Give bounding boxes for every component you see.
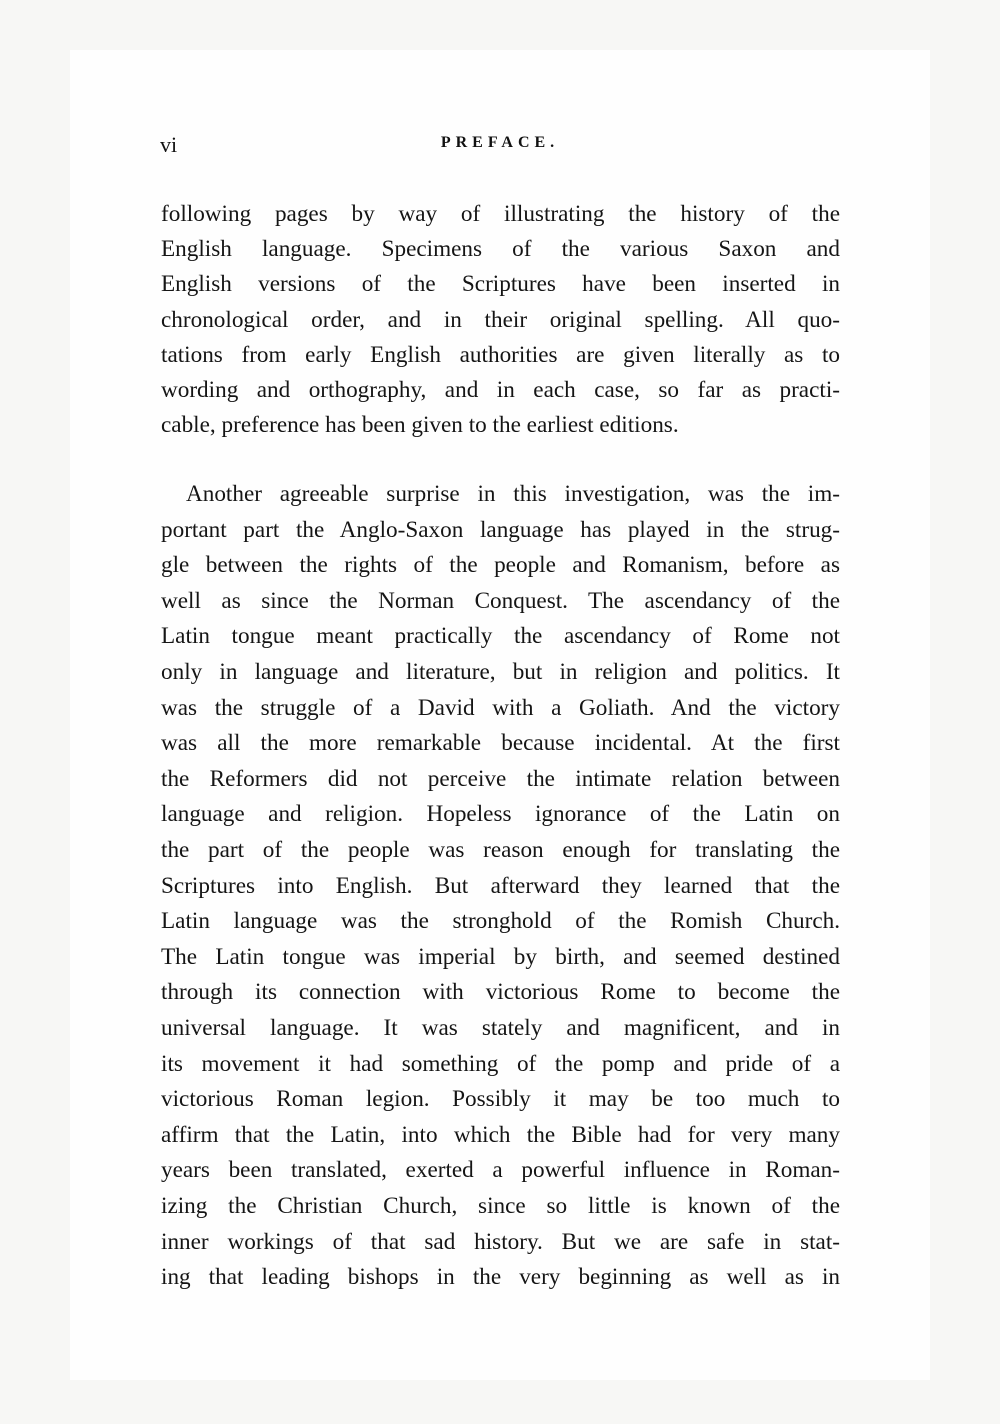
- text-line: the part of the people was reason enough for translating the: [161, 837, 840, 863]
- text-line: The Latin tongue was imperial by birth, and seemed destined: [161, 943, 840, 970]
- text-line: ing that leading bishops in the very beginning as well as in: [161, 1264, 840, 1291]
- text-line: affirm that the Latin, into which the Bible had for very many: [161, 1121, 840, 1148]
- text-line: tations from early English authorities are given literally as to: [161, 341, 840, 368]
- text-line: victorious Roman legion. Possibly it may be too much to: [161, 1086, 840, 1113]
- text-line: portant part the Anglo-Saxon language has played in the strug-: [161, 516, 840, 543]
- text-line: only in language and literature, but in religion and politics. It: [161, 659, 840, 685]
- text-line: Scriptures into English. But afterward they learned that the: [161, 872, 840, 899]
- text-line: the Reformers did not perceive the intimate relation between: [161, 765, 840, 792]
- text-line: cable, preference has been given to the earliest editions.: [161, 412, 679, 439]
- text-line: Latin language was the stronghold of the Romish Church.: [161, 908, 840, 935]
- text-line: years been translated, exerted a powerful influence in Roman-: [161, 1157, 840, 1184]
- text-line: English language. Specimens of the various Saxon and: [161, 236, 840, 263]
- text-line: well as since the Norman Conquest. The ascendancy of the: [161, 587, 840, 614]
- text-line: gle between the rights of the people and Romanism, before as: [161, 552, 840, 579]
- text-line: Latin tongue meant practically the ascendancy of Rome not: [161, 623, 840, 650]
- running-header: PREFACE.: [440, 134, 560, 151]
- text-line: izing the Christian Church, since so little is known of the: [161, 1193, 840, 1219]
- text-line: was the struggle of a David with a Goliath. And the victory: [161, 694, 840, 721]
- text-line: Another agreeable surprise in this investigation, was the im-: [186, 481, 840, 507]
- text-line: universal language. It was stately and magnificent, and in: [161, 1015, 840, 1041]
- text-line: through its connection with victorious Rome to become the: [161, 979, 840, 1006]
- text-line: chronological order, and in their original spelling. All quo-: [161, 306, 840, 333]
- text-line: inner workings of that sad history. But we are safe in stat-: [161, 1228, 840, 1255]
- page-number: vi: [160, 132, 178, 157]
- text-line: following pages by way of illustrating the history of the: [161, 201, 840, 227]
- text-line: wording and orthography, and in each case, so far as practi-: [161, 377, 840, 403]
- text-line: was all the more remarkable because incidental. At the first: [161, 730, 840, 757]
- text-line: language and religion. Hopeless ignorance of the Latin on: [161, 801, 840, 828]
- text-line: its movement it had something of the pomp and pride of a: [161, 1050, 840, 1077]
- text-line: English versions of the Scriptures have been inserted in: [161, 271, 840, 298]
